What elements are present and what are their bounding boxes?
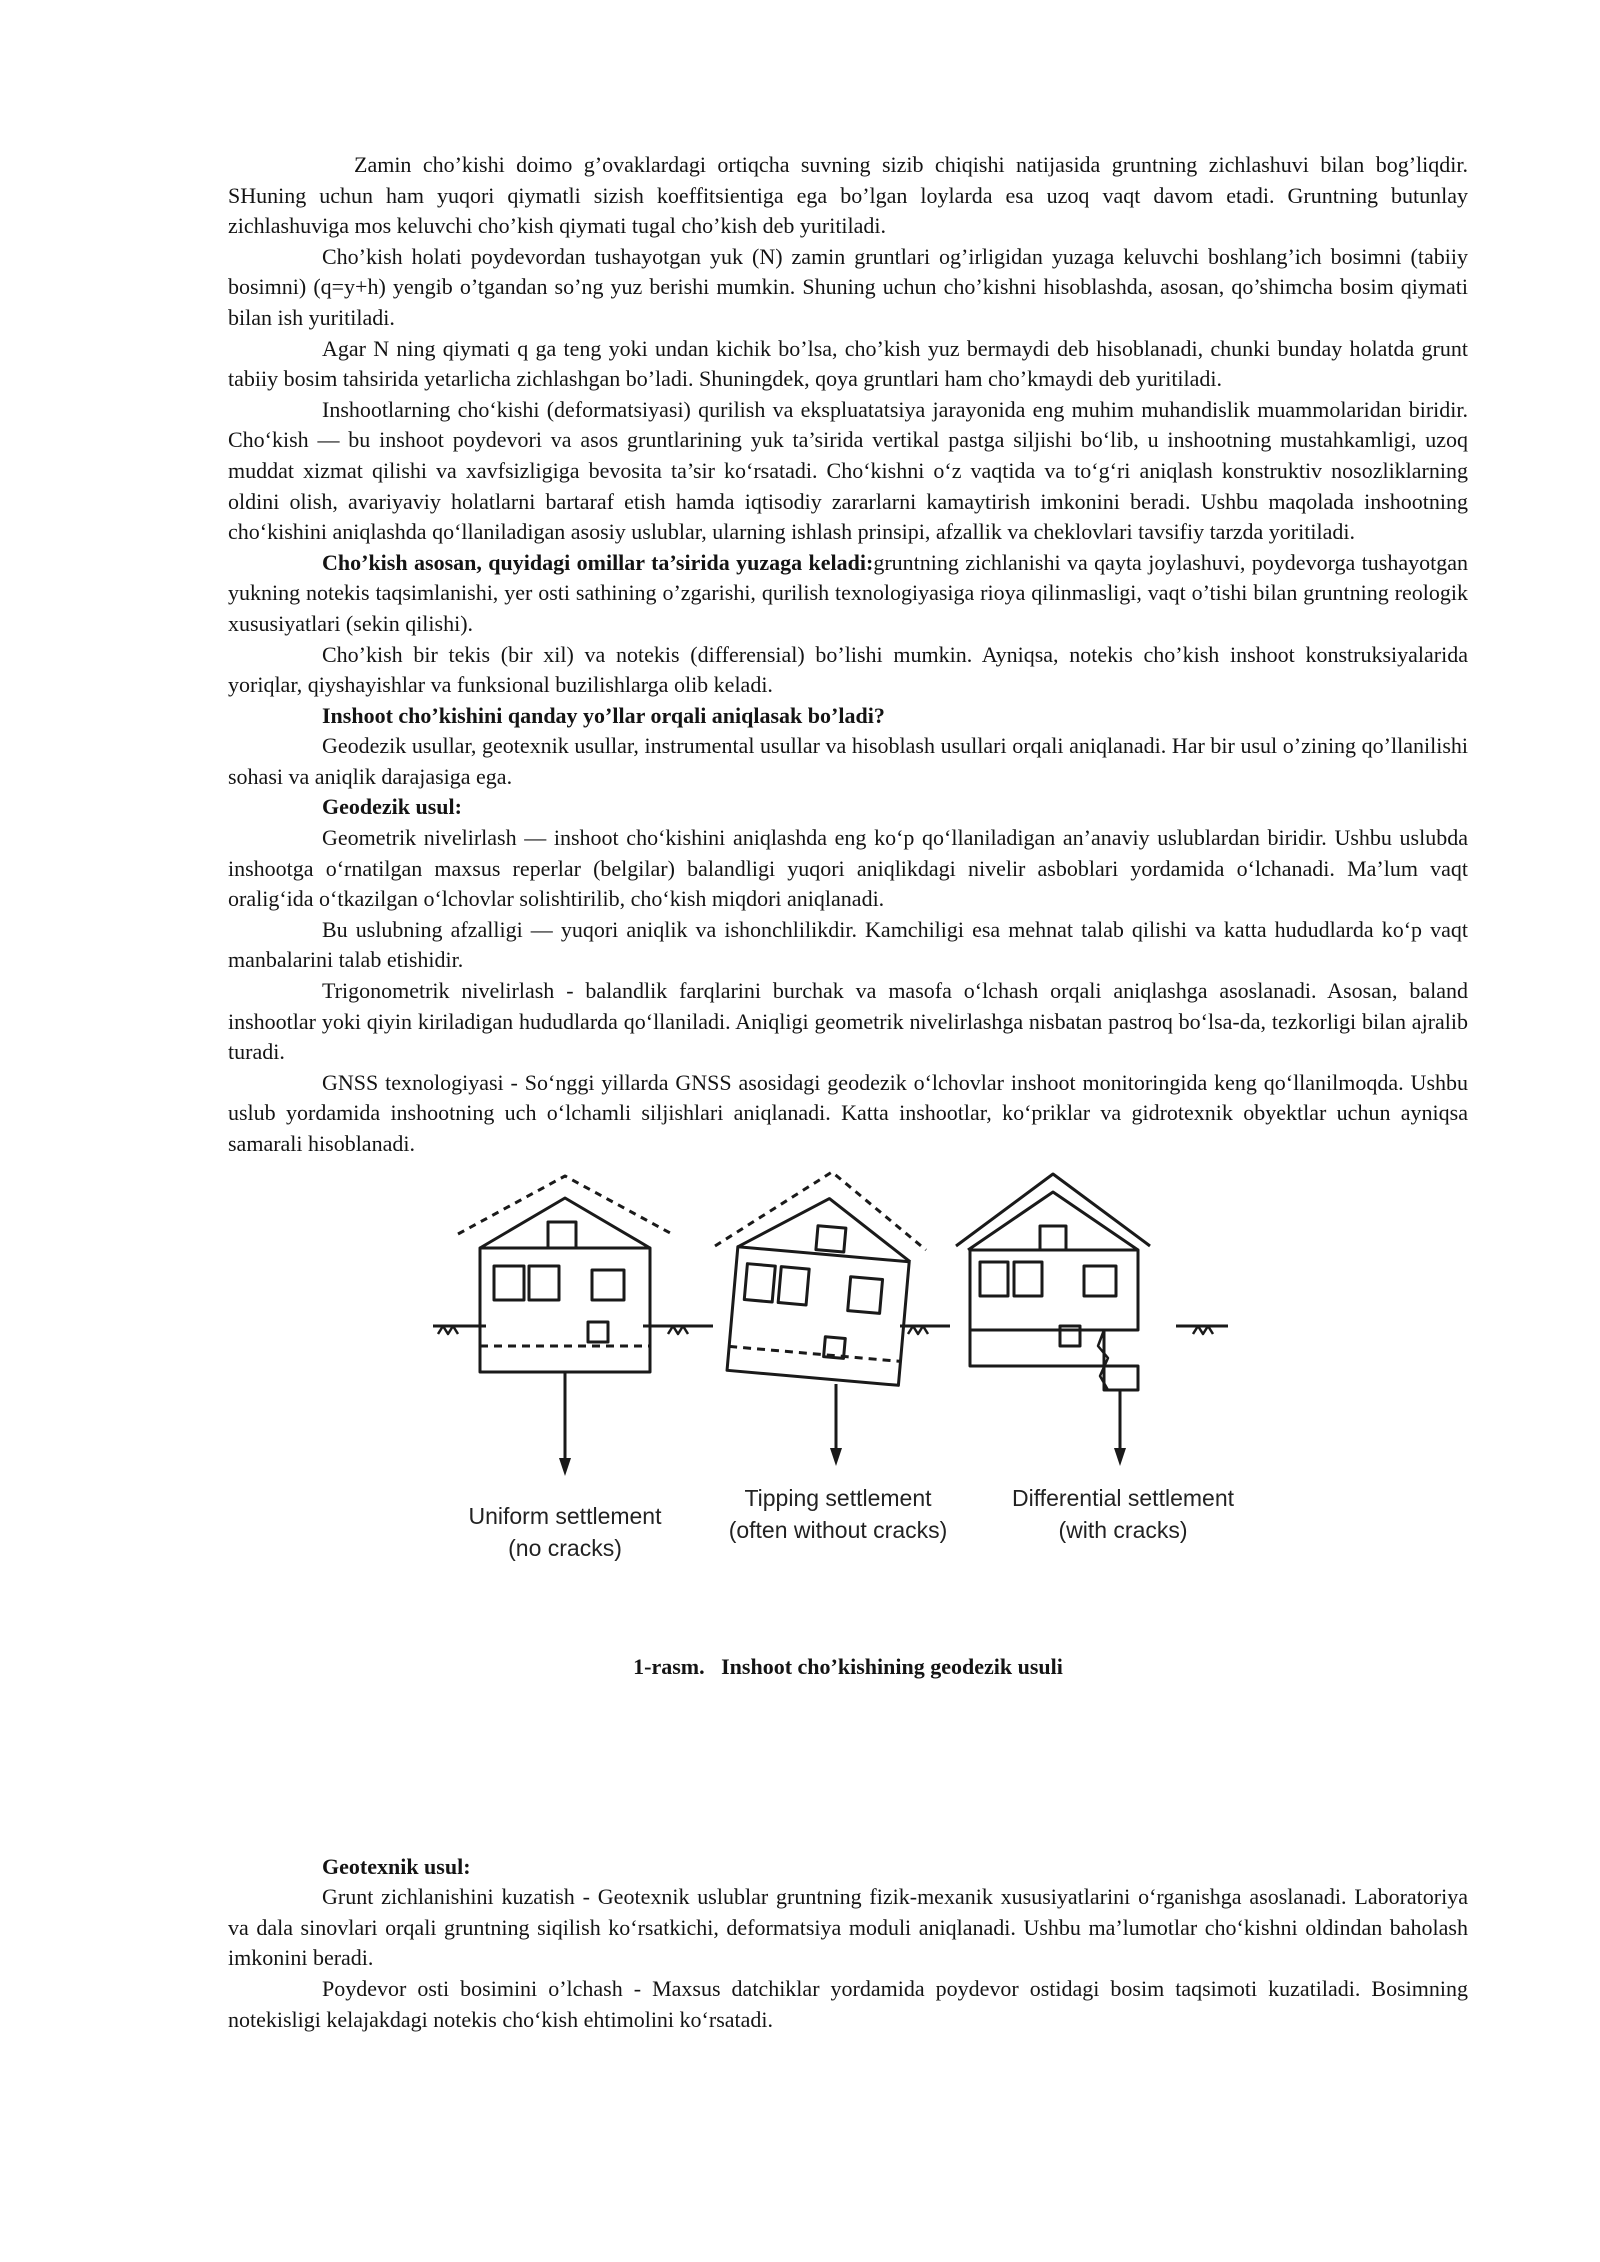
paragraph-factors <box>228 548 1468 640</box>
figure-caption: 1-rasm. Inshoot cho’kishining geodezik usuli <box>633 1653 1063 1679</box>
arrow-uniform <box>559 1458 571 1476</box>
house-uniform <box>458 1176 672 1466</box>
paragraph-geometric-leveling: Geometrik nivelirlash — inshoot cho‘kishini aniqlashda eng ko‘p qo‘llaniladigan an’anaviy uslublardan biridir. Ushbu uslubda inshootga o‘rnatilgan maxsus reperlar (belgilar) balandligi yuqori aniqlikdagi nivelir asboblari yordamida o‘lchanadi. Ma’lum vaqt oralig‘ida o‘tkazilgan o‘lchovlar solishtirilib, cho‘kish miqdori aniqlanadi. <box>228 825 1468 912</box>
settlement-diagram <box>228 1166 1468 1726</box>
paragraph-methods: Geodezik usullar, geotexnik usullar, instrumental usullar va hisoblash usullari orqali aniqlanadi. Har bir usul o’zining qo’llanilishi sohasi va aniqlik darajasiga ega. <box>228 733 1468 789</box>
paragraph-soil-compaction: Grunt zichlanishini kuzatish - Geotexnik uslublar gruntning fizik-mexanik xususiyatlarini o‘rganishga asoslanadi. Laboratoriya va dala sinovlari orqali gruntning siqilish ko‘rsatkichi, deformatsiya moduli aniqlanadi. Ushbu ma’lumotlar cho‘kishni oldindan baholash imkonini beradi. <box>228 1884 1468 1971</box>
house-tipping <box>715 1172 926 1456</box>
paragraph-importance: Inshootlarning cho‘kishi (deformatsiyasi) qurilish va ekspluatatsiya jarayonida eng muhim muhandislik muammolaridan biridir. Cho‘kish — bu inshoot poydevori va asos gruntlarining yuk ta’sirida vertikal pastga siljishi bo‘lib, u inshootning mustahkamligi, uzoq muddat xizmat qilishi va xavfsizligiga bevosita ta’sir ko‘rsatadi. Cho‘kishni o‘z vaqtida va to‘g‘ri aniqlash konstruktiv nosozliklarning oldini olish, avariyaviy holatlarni bartaraf etish hamda iqtisodiy zararlarni kamaytirish imkonini beradi. Ushbu maqolada inshootning cho‘kishini aniqlashda qo‘llaniladigan asosiy uslublar, ularning ishlash prinsipi, afzallik va cheklovlari tavsifiy tarzda yoritiladi. <box>228 396 1468 545</box>
paragraph-trigonometric: Trigonometrik nivelirlash - balandlik farqlarini burchak va masofa o‘lchash orqali aniqlashga asoslanadi. Asosan, baland inshootlar yoki qiyin kiriladigan hududlarda qo‘llaniladi. Aniqligi geometrik nivelirlashga nisbatan pastroq bo‘lsa-da, tezkorligi bilan ajralib turadi. <box>228 978 1468 1065</box>
spacer <box>228 1726 1468 1852</box>
label-differential: Differential settlement <box>1011 1484 1235 1511</box>
label-differential-note: (with cracks) <box>1058 1516 1188 1543</box>
factors-heading: Cho’kish asosan, quyidagi omillar ta’sirida yuzaga keladi: <box>322 549 874 575</box>
heading-geotech: Geotexnik usul: <box>322 1853 471 1879</box>
paragraph-gnss: GNSS texnologiyasi - So‘nggi yillarda GNSS asosidagi geodezik o‘lchovlar inshoot monitoringida keng qo‘llanilmoqda. Ushbu uslub yordamida inshootning uch o‘lchamli siljishlari aniqlanadi. Katta inshootlar, ko‘priklar va gidrotexnik obyektlar uchun ayniqsa samarali hisoblanadi. <box>228 1069 1468 1156</box>
document-page <box>228 150 1468 2035</box>
label-tipping-note: (often without cracks) <box>728 1516 948 1543</box>
paragraph-foundation-pressure: Poydevor osti bosimini o’lchash - Maxsus datchiklar yordamida poydevor ostidagi bosim taqsimoti kuzatiladi. Bosimning notekisligi kelajakdagi notekis cho‘kish ehtimolini ko‘rsatadi. <box>228 1975 1468 2032</box>
paragraph-uneven: Cho’kish bir tekis (bir xil) va notekis (differensial) bo’lishi mumkin. Ayniqsa, notekis cho’kish inshoot konstruksiyalarida yoriqlar, qiyshayishlar va funksional buzilishlarga olib keladi. <box>228 641 1468 698</box>
house-differential <box>956 1174 1150 1456</box>
paragraph-load: Cho’kish holati poydevordan tushayotgan yuk (N) zamin gruntlari og’irligidan yuzaga keluvchi boshlang’ich bosimni (tabiiy bosimni) (q=y+h) yengib o’tgandan so’ng yuz berishi mumkin. Shuning uchun cho’kishni hisoblashda, asosan, qo’shimcha bosim qiymati bilan ish yuritiladi. <box>228 243 1468 330</box>
heading-geodetic: Geodezik usul: <box>322 794 462 820</box>
factors-text: gruntning zichlanishi va qayta joylashuvi, poydevorga tushayotgan yukning notekis taqsimlanishi, yer osti sathining o’zgarishi, qurilish texnologiyasiga rioya qilinmasligi, vaqt o’tishi bilan gruntning reologik xususiyatlari (sekin qilishi). <box>228 549 1468 636</box>
paragraph-advantage: Bu uslubning afzalligi — yuqori aniqlik va ishonchlilikdir. Kamchiligi esa mehnat talab qilishi va katta hududlarda ko‘p vaqt manbalarini talab etishidir. <box>228 916 1468 973</box>
label-uniform-note: (no cracks) <box>508 1534 622 1561</box>
label-tipping: Tipping settlement <box>744 1484 932 1511</box>
arrow-differential <box>1114 1448 1126 1466</box>
label-uniform: Uniform settlement <box>468 1502 662 1529</box>
heading-methods: Inshoot cho’kishini qanday yo’llar orqali aniqlasak bo’ladi? <box>322 702 885 728</box>
arrow-tipping <box>830 1448 842 1466</box>
paragraph-no-settlement: Agar N ning qiymati q ga teng yoki undan kichik bo’lsa, cho’kish yuz bermaydi deb hisoblanadi, chunki bunday holatda grunt tabiiy bosim tahsirida yetarlicha zichlashgan bo’ladi. Shuningdek, qoya gruntlari ham cho’kmaydi deb yuritiladi. <box>228 335 1468 392</box>
paragraph-intro: Zamin cho’kishi doimo g’ovaklardagi ortiqcha suvning sizib chiqishi natijasida gruntning zichlashuvi bilan bog’liqdir. SHuning uchun ham yuqori qiymatli sizish koeffitsientiga ega bo’lgan loylarda esa uzoq vaqt davom etadi. Gruntning butunlay zichlashuviga mos keluvchi cho’kish qiymati tugal cho’kish deb yuritiladi. <box>228 152 1468 239</box>
settlement-figure <box>228 1166 1468 1726</box>
